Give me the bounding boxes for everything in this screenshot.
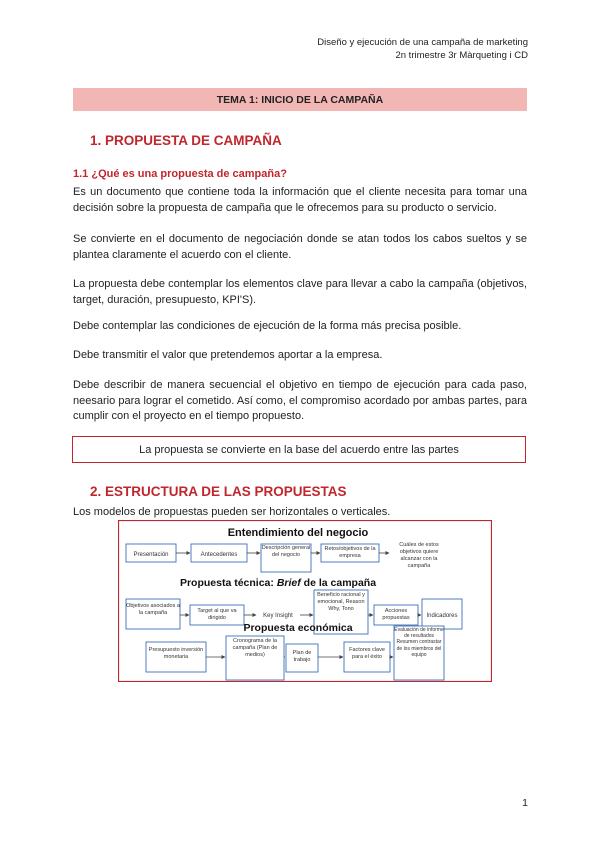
label-objetivos: Objetivos asociados a la campaña — [126, 603, 180, 616]
header-term: 2n trimestre 3r Màrqueting i CD — [395, 50, 528, 61]
label-factores: Factores clave para el éxito — [349, 647, 385, 660]
paragraph: Se convierte en el documento de negociación donde se atan todos los cabos sueltos y se plantea claramente el acuerdo con el cliente. — [73, 233, 527, 261]
label-presentacion: Presentación — [133, 552, 169, 558]
paragraph: Es un documento que contiene toda la información que el cliente necesita para tomar una decisión sobre la propuesta de campaña que le ofrecemos para su producto o servicio. — [73, 186, 527, 214]
title-technical-brief: Brief — [276, 577, 301, 589]
label-acciones: Acciones propuestas — [382, 608, 410, 621]
label-plan-trabajo: Plan de trabajo — [292, 650, 312, 663]
label-cronograma: Cronograma de la campaña (Plan de medios) — [232, 638, 278, 658]
label-beneficio: Beneficio racional y emocional, Reason Why, Tono — [317, 592, 365, 612]
label-presupuesto: Presupuesto inversión monetaria — [148, 647, 204, 660]
label-key-insight: Key Insight — [263, 613, 293, 619]
label-retos: Retos/objetivos de la empresa — [324, 546, 376, 559]
document-header — [317, 36, 528, 62]
section2-heading: 2. ESTRUCTURA DE LAS PROPUESTAS — [90, 484, 347, 499]
title-technical-prefix: Propuesta técnica: — [179, 577, 277, 589]
section2-intro: Los modelos de propuestas pueden ser horizontales o verticales. — [73, 506, 391, 518]
diagram-title-technical — [180, 577, 376, 589]
label-descripcion: Descripción general del negocio — [261, 545, 311, 558]
section1-subheading: 1.1 ¿Qué es una propuesta de campaña? — [73, 168, 287, 180]
paragraph: Debe contemplar las condiciones de ejecución de la forma más precisa posible. — [73, 320, 462, 332]
proposal-structure-diagram — [118, 520, 492, 682]
label-evaluacion: Evaluación de informe de resultados Resumen contrastar de los miembros del equipo — [394, 627, 444, 658]
header-course-title: Diseño y ejecución de una campaña de marketing — [317, 37, 528, 48]
paragraph: La propuesta debe contemplar los elementos clave para llevar a cabo la campaña (objetivos, target, duración, presupuesto, KPI'S). — [73, 278, 527, 306]
page-number: 1 — [522, 797, 528, 809]
section1-heading: 1. PROPUESTA DE CAMPAÑA — [90, 133, 282, 148]
title-technical-suffix: de la campaña — [300, 577, 377, 589]
paragraph: Debe describir de manera secuencial el objetivo en tiempo de ejecución para cada paso, neesario para lograr el cometido. Así como, el compromiso acordado por ambas partes, para cumplir con el proyecto en el tiempo propuesto. — [73, 379, 527, 422]
callout-box — [72, 436, 526, 463]
topic-title-band: TEMA 1: INICIO DE LA CAMPAÑA — [73, 88, 527, 111]
callout-text: La propuesta se convierte en la base del acuerdo entre las partes — [139, 443, 459, 456]
diagram-title-business: Entendimiento del negocio — [227, 527, 369, 539]
label-objectives-note: Cuáles de estos objetivos quiere alcanzar con la campaña — [399, 542, 439, 569]
label-antecedentes: Antecedentes — [200, 552, 238, 558]
label-target: Target al que va dirigido — [197, 608, 237, 621]
paragraph: Debe transmitir el valor que pretendemos aportar a la empresa. — [73, 349, 383, 361]
diagram-title-economic: Propuesta económica — [243, 622, 353, 634]
label-indicadores: Indicadores — [426, 613, 458, 619]
